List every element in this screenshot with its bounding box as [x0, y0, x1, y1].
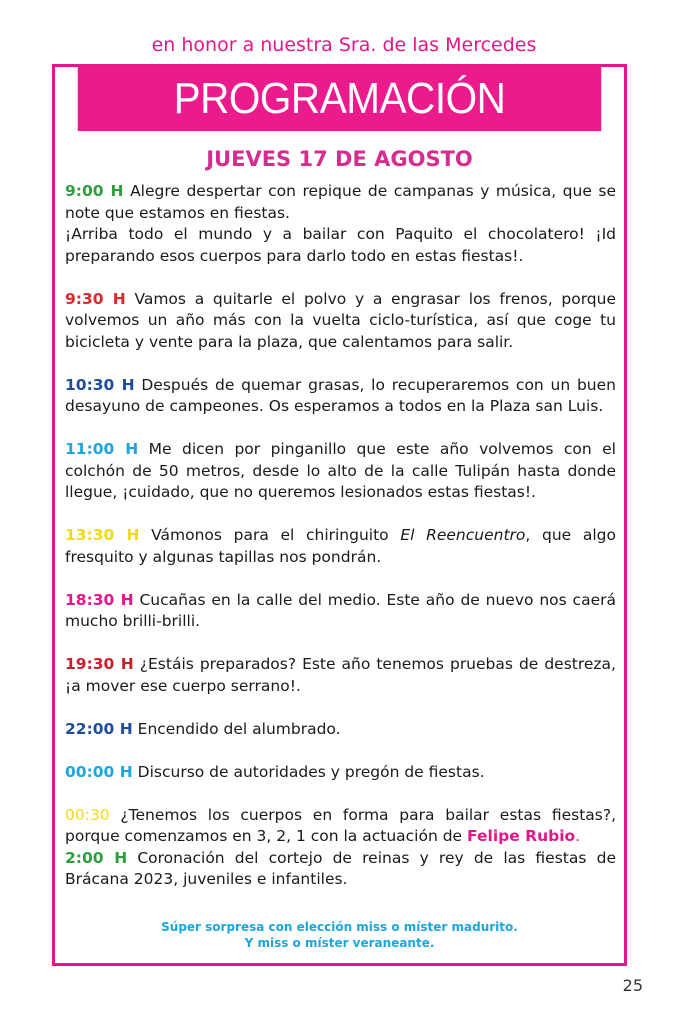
event-time: 9:00 H [65, 182, 124, 200]
event-1030 [65, 375, 616, 418]
event-text: Discurso de autoridades y pregón de fiestas. [137, 762, 485, 781]
surprise-note [55, 919, 624, 951]
surprise-line-2: Y miss o míster veraneante. [244, 936, 435, 950]
event-1330 [65, 525, 616, 568]
page-title: PROGRAMACIÓN [78, 67, 601, 131]
event-0000 [65, 762, 616, 784]
event-time: 13:30 H [65, 526, 140, 544]
event-text: Encendido del alumbrado. [137, 719, 341, 738]
event-time: 11:00 H [65, 440, 139, 458]
event-text: Después de quemar grasas, lo recuperaremos con un buen desayuno de campeones. Os esperamos a todos en la Plaza san Luis. [65, 375, 616, 415]
event-0900-extra [65, 224, 616, 267]
event-time: 10:30 H [65, 375, 135, 394]
event-venue: El Reencuentro [400, 526, 526, 544]
event-text: ¿Estáis preparados? Este año tenemos pruebas de destreza, ¡a mover ese cuerpo serrano!. [65, 655, 616, 695]
event-text: Alegre despertar con repique de campanas y música, que se note que estamos en fiestas. [65, 182, 617, 222]
event-2200 [65, 719, 616, 741]
event-time: 00:00 H [65, 762, 133, 781]
event-text: Cucañas en la calle del medio. Este año de nuevo nos caerá mucho brilli-brilli. [65, 590, 616, 630]
program-frame [52, 64, 627, 966]
page-number: 25 [622, 976, 643, 995]
event-0930 [65, 289, 616, 354]
schedule-list [65, 181, 616, 891]
event-text: ¡Arriba todo el mundo y a bailar con Paquito el chocolatero! ¡Id preparando esos cuerpos para darlo todo en estas fiestas!. [65, 225, 616, 265]
event-1100 [65, 439, 616, 504]
event-text: Vámonos para el chiringuito [151, 526, 389, 544]
event-0030 [65, 805, 616, 848]
header-subtitle: en honor a nuestra Sra. de las Mercedes [151, 34, 537, 56]
event-0200 [65, 848, 616, 891]
event-1830 [65, 590, 616, 633]
event-text: Vamos a quitarle el polvo y a engrasar los frenos, porque volvemos un año más con la vuelta ciclo-turística, así que coge tu bicicleta y vente para la plaza, que calentamos para salir. [65, 289, 617, 351]
event-text-end: , que algo fresquito y algunas tapillas nos pondrán. [65, 526, 616, 566]
event-text: ¿Tenemos los cuerpos en forma para bailar estas fiestas?, porque comenzamos en 3, 2, 1 con la actuación de [65, 805, 616, 845]
event-time: 18:30 H [65, 590, 134, 609]
event-0900 [65, 181, 616, 224]
performer-name: Felipe Rubio [467, 827, 576, 845]
surprise-line-1: Súper sorpresa con elección miss o míster madurito. [161, 920, 518, 934]
event-1930 [65, 654, 616, 697]
event-text: Me dicen por pinganillo que este año volvemos con el colchón de 50 metros, desde lo alto de la calle Tulipán hasta donde llegue, ¡cuidado, que no queremos lesionados estas fiestas!. [65, 440, 616, 501]
event-time: 2:00 H [65, 848, 128, 867]
event-text: Coronación del cortejo de reinas y rey de las fiestas de Brácana 2023, juveniles e infantiles. [65, 848, 616, 888]
event-time: 22:00 H [65, 719, 133, 738]
event-time: 19:30 H [65, 655, 134, 673]
event-text-end: . [575, 827, 581, 845]
day-heading: JUEVES 17 DE AGOSTO [206, 147, 473, 171]
event-time: 9:30 H [65, 289, 126, 308]
event-time: 00:30 [65, 805, 110, 824]
